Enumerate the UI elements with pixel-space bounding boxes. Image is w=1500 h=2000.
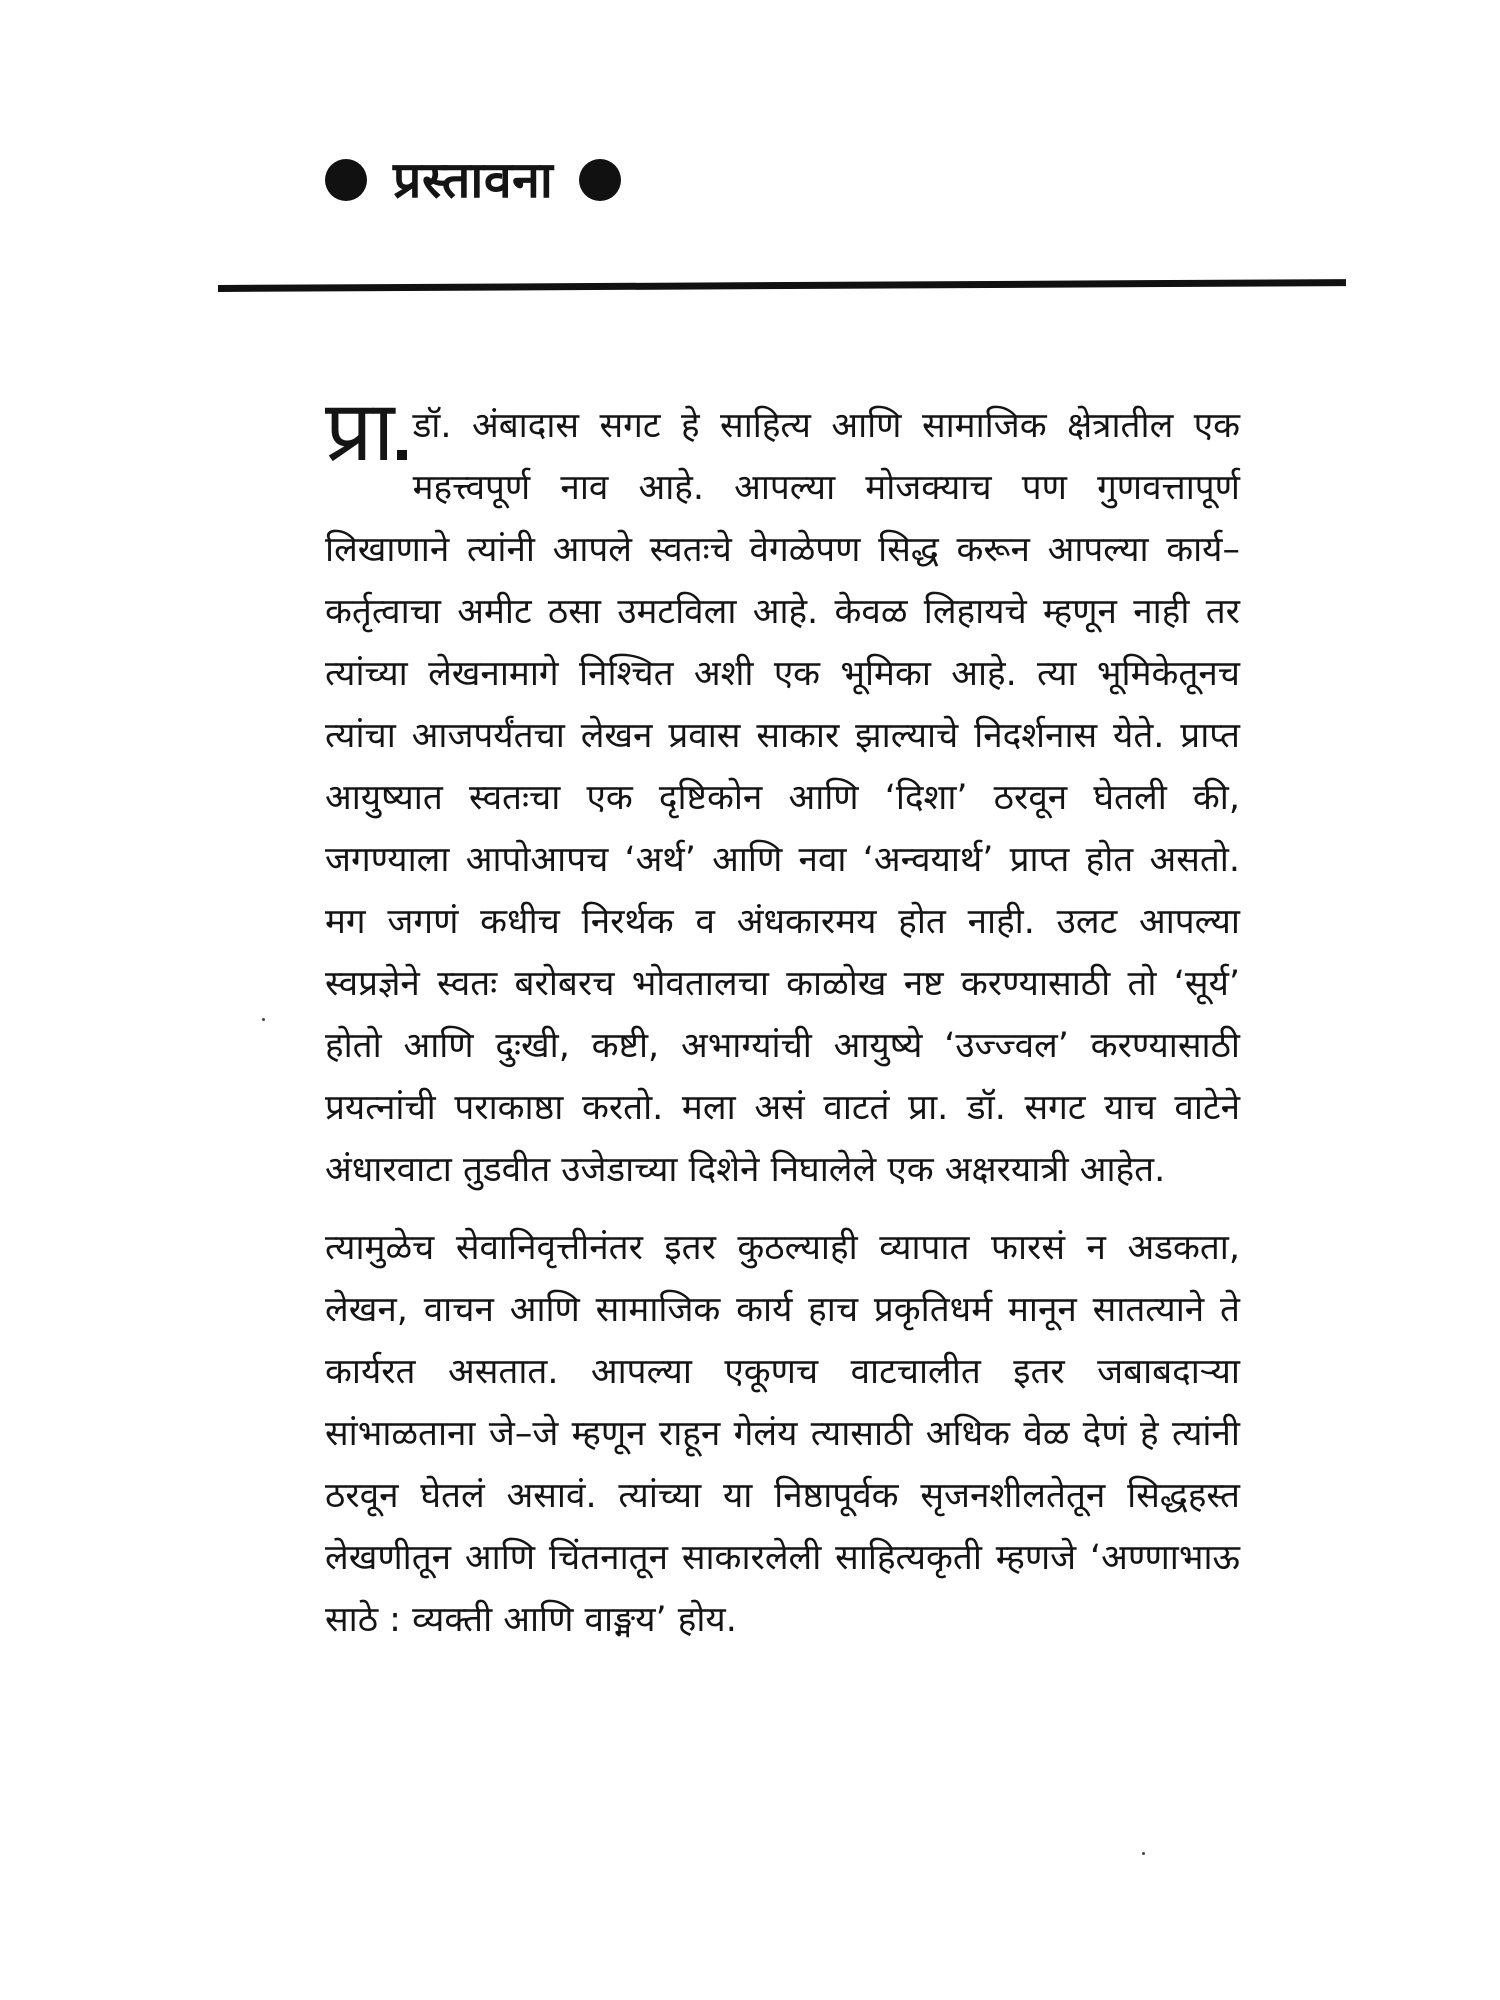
paragraph-1 [325,382,1240,1201]
paragraph-2-text: त्यामुळेच सेवानिवृत्तीनंतर इतर कुठल्याही व्यापात फारसं न अडकता, लेखन, वाचन आणि सामाजिक कार्य हाच प्रकृतिधर्म मानून सातत्याने ते कार्यरत असतात. आपल्या एकूणच वाटचालीत इतर जबाबदाऱ्या सांभाळताना जे–जे म्हणून राहून गेलंय त्यासाठी अधिक वेळ देणं हे त्यांनी ठरवून घेतलं असावं. त्यांच्या या निष्ठापूर्वक सृजनशीलतेतून सिद्धहस्त लेखणीतून आणि चिंतनातून साकारलेली साहित्यकृती म्हणजे ‘अण्णाभाऊ साठे : व्यक्ती आणि वाङ्मय’ होय. [325,1228,1240,1640]
drop-cap [325,382,407,480]
paragraph-1-text: डॉ. अंबादास सगट हे साहित्य आणि सामाजिक क्षेत्रातील एक महत्त्वपूर्ण नाव आहे. आपल्या मोजक्याच पण गुणवत्तापूर्ण लिखाणाने त्यांनी आपले स्वतःचे वेगळेपण सिद्ध करून आपल्या कार्य–कर्तृत्वाचा अमीट ठसा उमटविला आहे. केवळ लिहायचे म्हणून नाही तर त्यांच्या लेखनामागे निश्चित अशी एक भूमिका आहे. त्या भूमिकेतूनच त्यांचा आजपर्यंतचा लेखन प्रवास साकार झाल्याचे निदर्शनास येते. प्राप्त आयुष्यात स्वतःचा एक दृष्टिकोन आणि ‘दिशा’ ठरवून घेतली की, जगण्याला आपोआपच ‘अर्थ’ आणि नवा ‘अन्वयार्थ’ प्राप्त होत असतो. मग जगणं कधीच निरर्थक व अंधकारमय होत नाही. उलट आपल्या स्वप्रज्ञेने स्वतः बरोबरच भोवतालचा काळोख नष्ट करण्यासाठी तो ‘सूर्य’ होतो आणि दुःखी, कष्टी, अभाग्यांची आयुष्ये ‘उज्ज्वल’ करण्यासाठी प्रयत्नांची पराकाष्ठा करतो. मला असं वाटतं प्रा. डॉ. सगट याच वाटेने अंधारवाटा तुडवीत उजेडाच्या दिशेने निघालेले एक अक्षरयात्री आहेत. [325,406,1240,1190]
bullet-left-icon [325,159,367,201]
preface-body [325,382,1240,1651]
drop-cap-text: प्रा [325,382,395,480]
paragraph-2 [325,1217,1240,1651]
page-title: प्रस्तावना [393,151,554,209]
scan-speck [1142,1852,1145,1855]
drop-cap-dot-icon [397,450,407,460]
section-heading [325,150,621,210]
heading-divider [218,279,1346,292]
scan-speck [262,1018,265,1021]
bullet-right-icon [579,159,621,201]
